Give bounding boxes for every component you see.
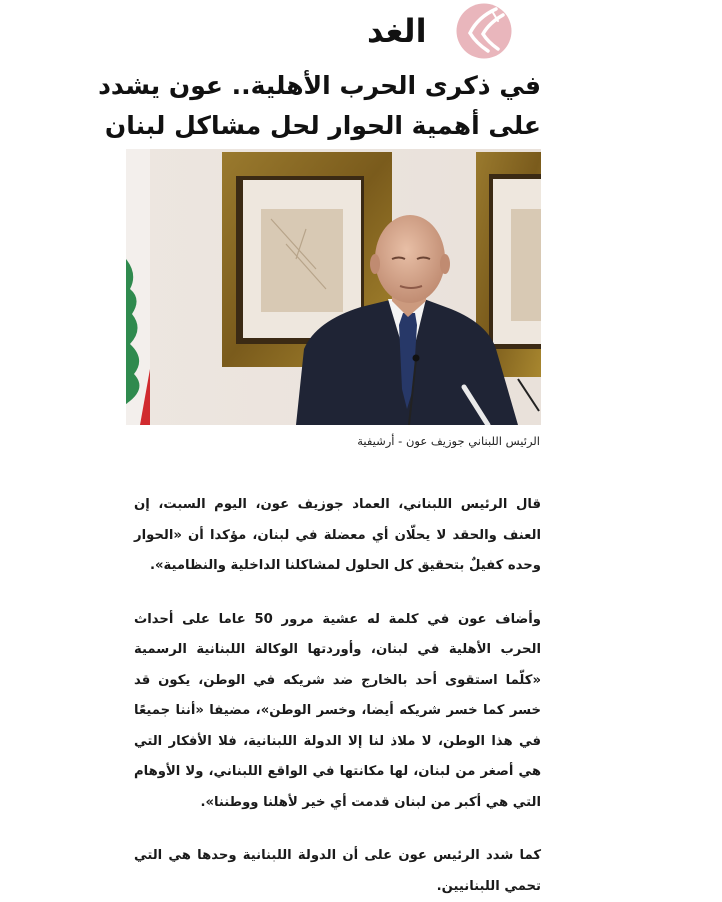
site-logo-text: الغد	[367, 12, 427, 50]
article-paragraph: كما شدد الرئيس عون على أن الدولة اللبنانية وحدها هي التي تحمي اللبنانيين.	[134, 848, 541, 894]
article-headline	[98, 66, 541, 146]
site-logo[interactable]	[367, 3, 513, 59]
article-body	[134, 490, 541, 902]
image-caption: الرئيس اللبناني جوزيف عون - أرشيفية	[357, 434, 540, 448]
article-paragraph: وأضاف عون في كلمة له عشية مرور 50 عاما على أحداث الحرب الأهلية في لبنان، وأوردتها الوكالة اللبنانية الرسمية «كلّما استقوى أحد بالخارج ضد شريكه في الوطن، يكون قد خسر كما خسر شريكه أيضا، وخسر الوطن»، مضيفا «أننا جميعًا في هذا الوطن، لا ملاذ لنا إلا الدولة اللبنانية، فلا الأفكار التي هي أصغر من لبنان، لها مكانتها في الواقع اللبناني، ولا الأوهام التي هي أكبر من لبنان قدمت أي خير لأهلنا ووطننا».	[134, 611, 541, 810]
article-paragraph: قال الرئيس اللبناني، العماد جوزيف عون، اليوم السبت، إن العنف والحقد لا يحلّان أي معضلة في لبنان، مؤكدا أن «الحوار وحده كفيلٌ بتحقيق كل الحلول لمشاكلنا الداخلية والنظامية».	[134, 497, 541, 573]
headline-line: على أهمية الحوار لحل مشاكل لبنان	[104, 111, 541, 140]
headline-line: في ذكرى الحرب الأهلية.. عون يشدد	[98, 71, 541, 100]
article-photo	[126, 149, 541, 425]
al-ghad-logo-icon	[456, 3, 512, 59]
